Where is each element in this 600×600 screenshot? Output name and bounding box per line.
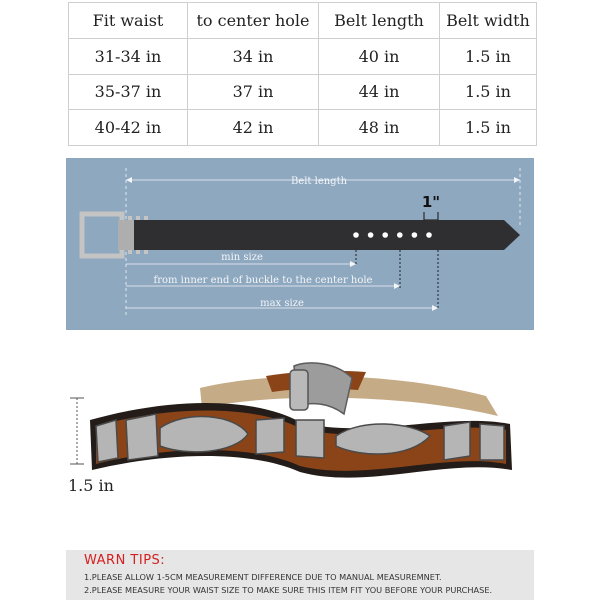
belt-length-label: Belt length [290,176,348,187]
table-cell: 40-42 in [69,110,188,146]
header-center-hole: to center hole [188,3,319,39]
table-cell: 34 in [188,38,319,74]
header-belt-width: Belt width [440,3,537,39]
size-table [68,2,537,146]
table-cell: 1.5 in [440,38,537,74]
table-row [69,74,537,110]
belt-photo [66,340,534,540]
belt-hole [353,232,359,238]
warn-tips-box [66,550,534,600]
belt-hole [397,232,403,238]
concho-belt-illustration [66,340,534,540]
header-fit-waist: Fit waist [69,3,188,39]
warn-tip-line: 2.PLEASE MEASURE YOUR WAIST SIZE TO MAKE SURE THIS ITEM FIT YOU BEFORE YOUR PURCHASE. [84,585,493,595]
table-cell: 31-34 in [69,38,188,74]
min-size-label: min size [221,252,263,263]
table-header-row [69,3,537,39]
warn-tip-line: 1.PLEASE ALLOW 1-5CM MEASUREMENT DIFFERENCE DUE TO MANUAL MEASUREMNET. [84,572,442,582]
hole-spacing-label: 1" [421,193,441,211]
table-cell: 48 in [319,110,440,146]
table-cell: 40 in [319,38,440,74]
table-cell: 42 in [188,110,319,146]
header-belt-length: Belt length [319,3,440,39]
belt-strap [118,220,520,250]
belt-hole [412,232,418,238]
belt-measurement-diagram [66,158,534,330]
table-cell: 37 in [188,74,319,110]
table-cell: 44 in [319,74,440,110]
center-hole-label: from inner end of buckle to the center hole [153,275,373,286]
belt-hole [382,232,388,238]
max-size-label: max size [260,298,304,309]
belt-width-label: 1.5 in [68,476,114,495]
warn-tips-title: WARN TIPS: [84,553,166,568]
table-row [69,110,537,146]
belt-hole [426,232,432,238]
table-row [69,38,537,74]
table-cell: 35-37 in [69,74,188,110]
belt-hole [368,232,374,238]
table-cell: 1.5 in [440,74,537,110]
table-cell: 1.5 in [440,110,537,146]
